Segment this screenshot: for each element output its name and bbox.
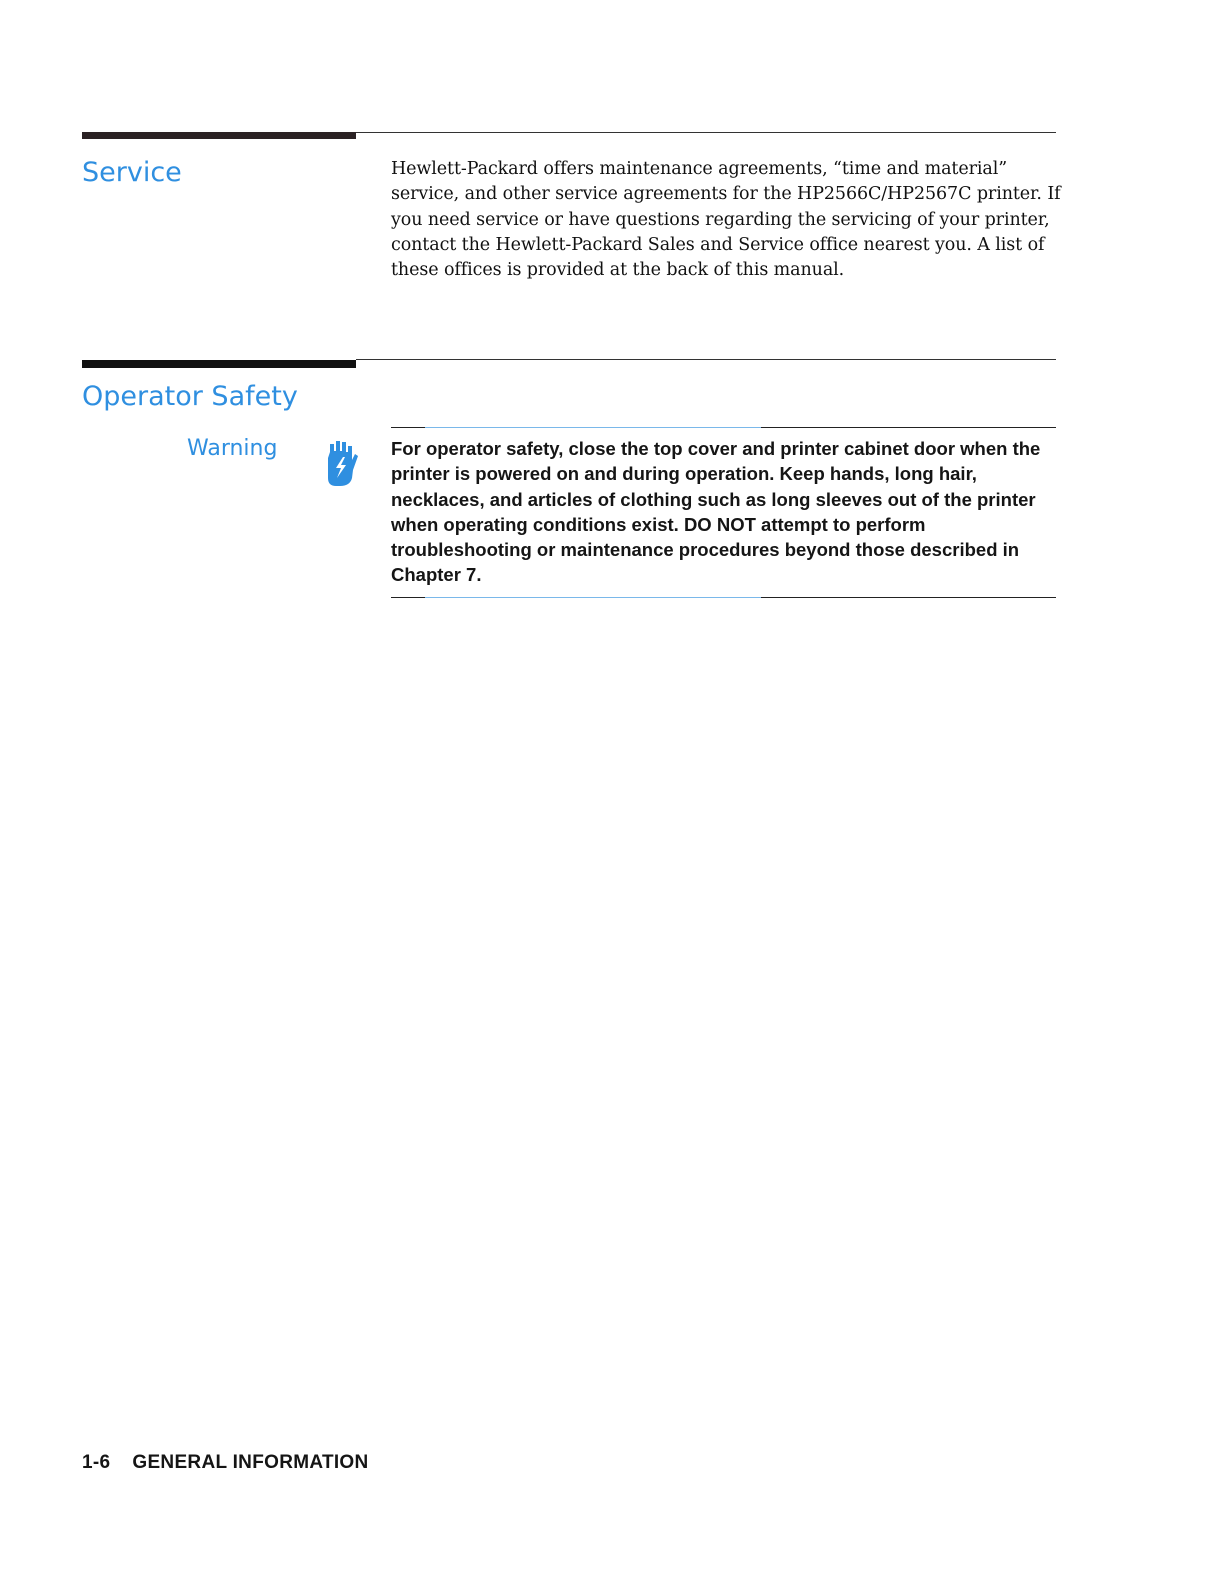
warning-label: Warning [187,436,278,461]
safety-section-rule-thick [82,360,356,368]
footer-section-title: GENERAL INFORMATION [132,1452,369,1473]
operator-safety-heading: Operator Safety [82,381,298,412]
warning-text: For operator safety, close the top cover and printer cabinet door when the printer is powered on and during operation. Keep hands, long hair, necklaces, and articles of clothing such as long sleeves out of the printer when operating conditions exist. DO NOT attempt to perform troubleshooting or maintenance procedures beyond those described in Chapter 7. [391,438,1041,586]
page-footer [82,1452,369,1474]
service-section-rule-thin [356,132,1056,133]
page-number: 1-6 [82,1452,111,1473]
safety-section-rule-thin [356,359,1056,360]
warning-hand-icon [322,438,360,488]
warning-rule-bottom [391,597,1056,598]
service-heading: Service [82,157,182,188]
service-section-rule-thick [82,132,356,139]
warning-rule-top [391,427,1056,428]
service-body-text: Hewlett-Packard offers maintenance agreements, “time and material” service, and other service agreements for the HP2566C/HP2567C printer. If you need service or have questions regarding the servicing of your printer, contact the Hewlett-Packard Sales and Service office nearest you. A list of these offices is provided at the back of this manual. [391,159,1061,281]
